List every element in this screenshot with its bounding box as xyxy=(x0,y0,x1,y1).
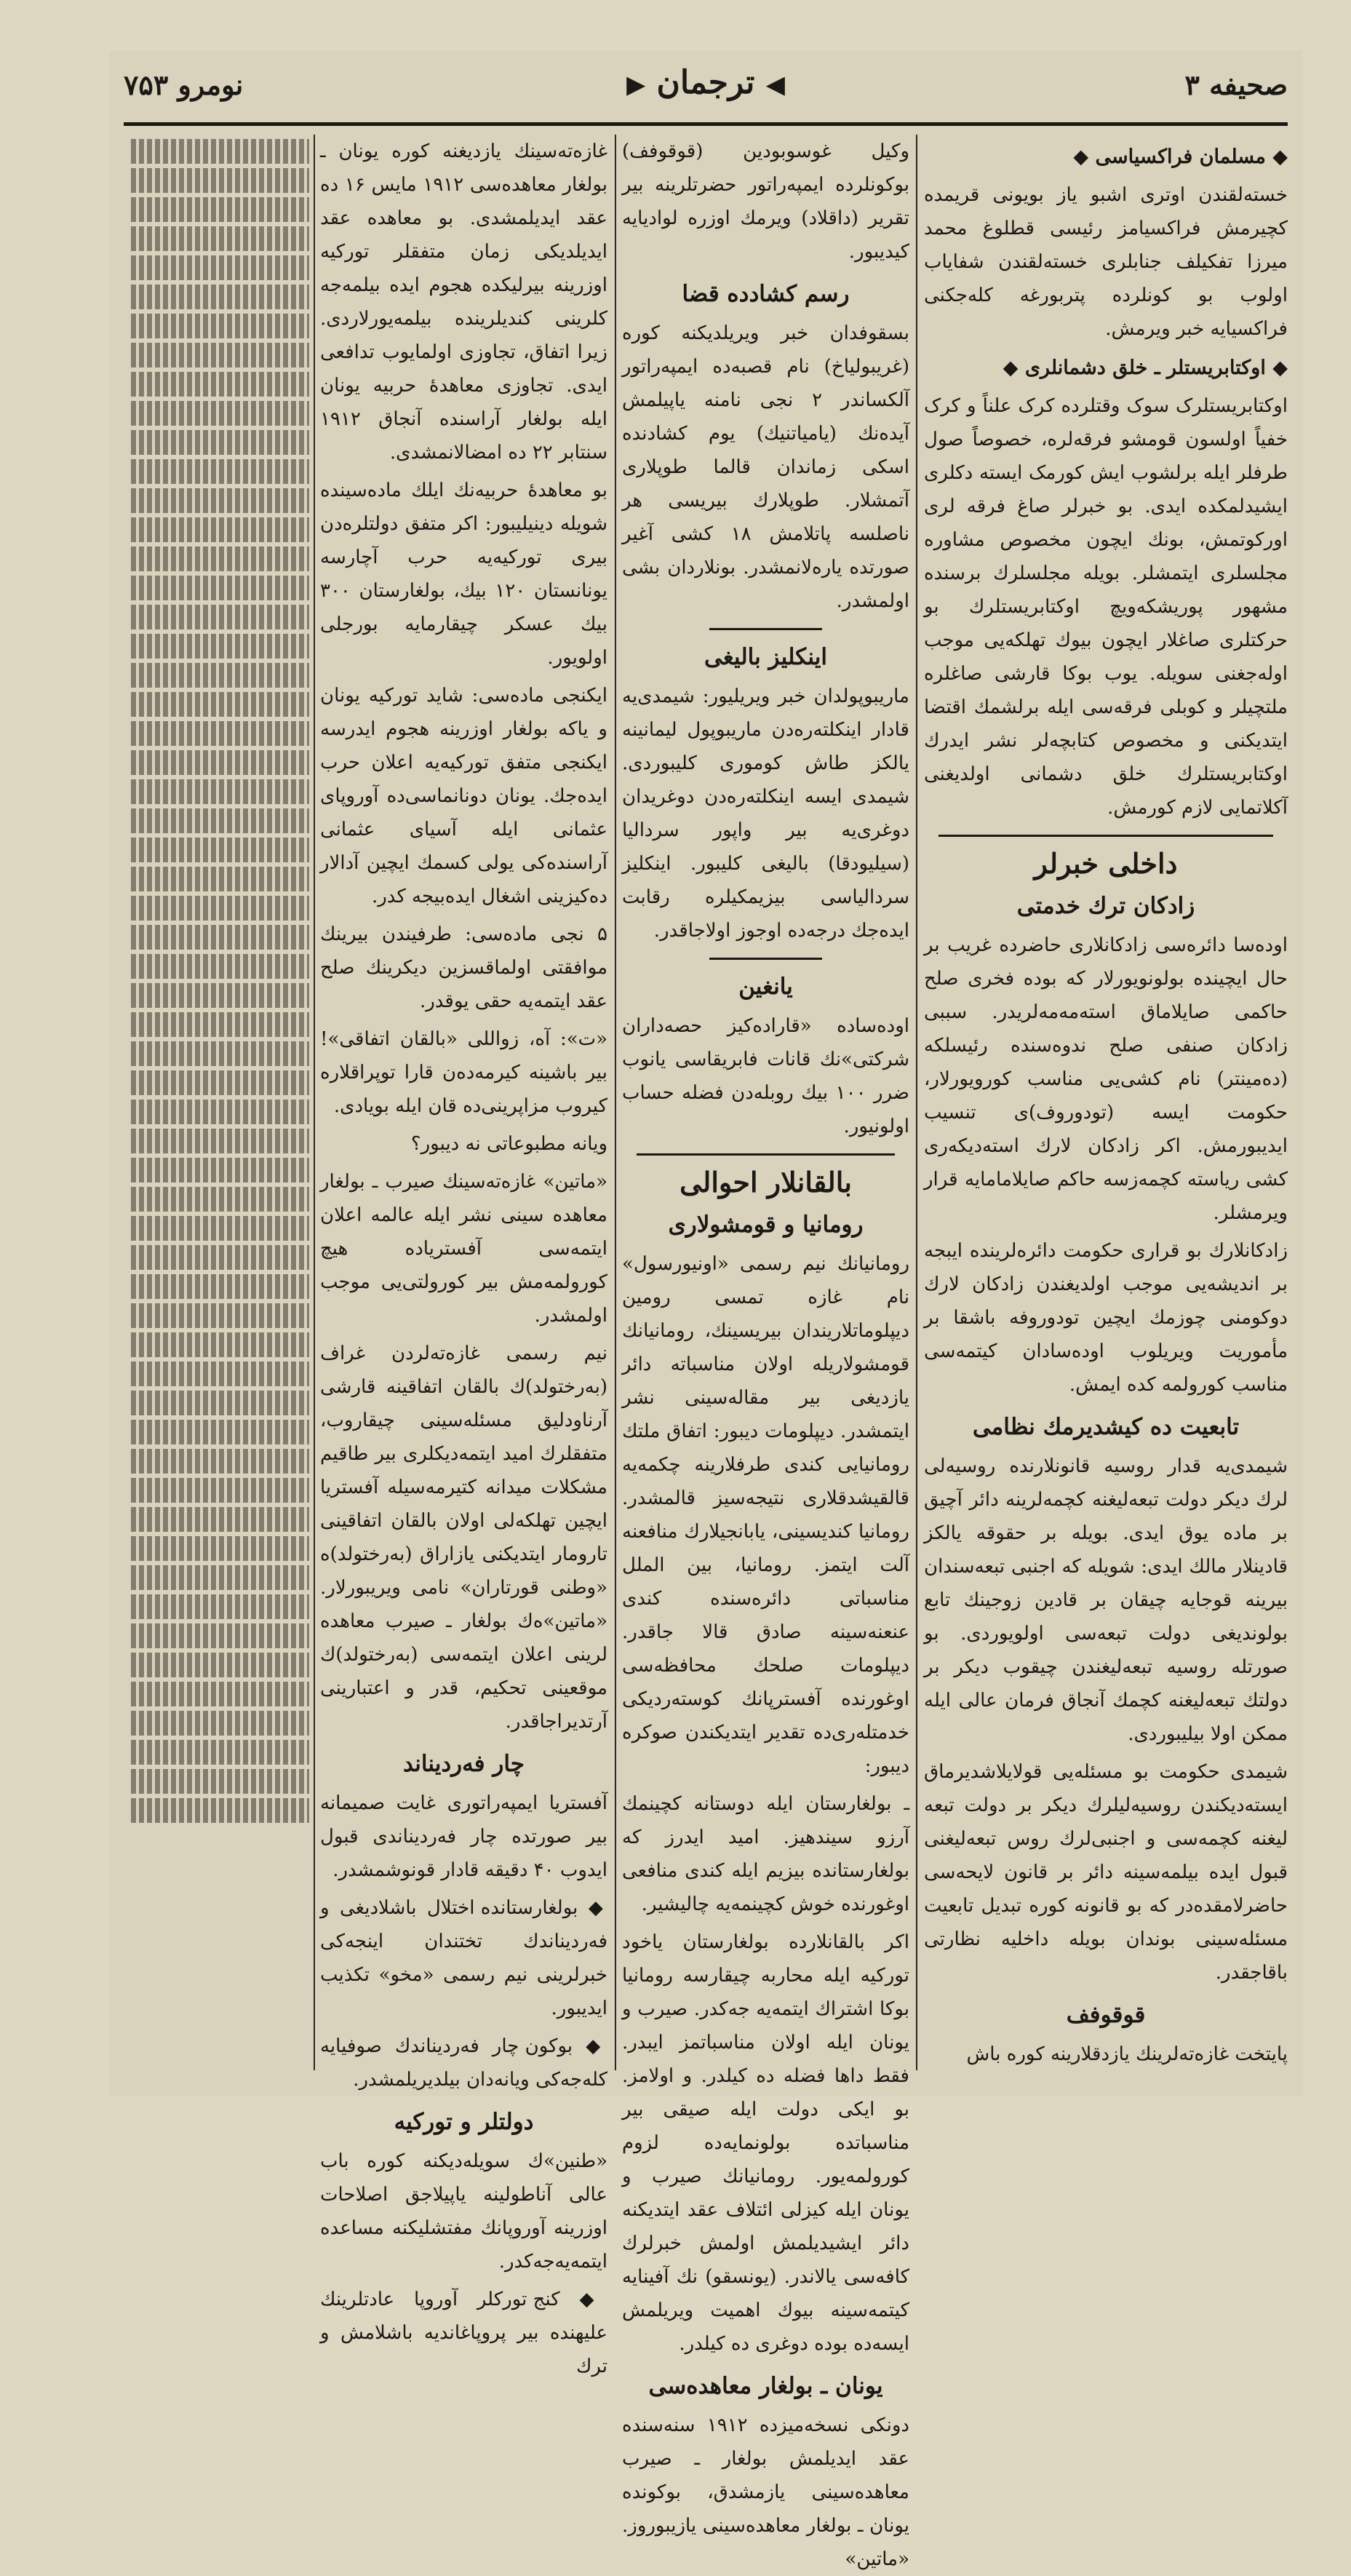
illegible-line xyxy=(131,168,309,193)
paragraph: نیم رسمی غازه‌ته‌لردن غراف (بەرختولد)ك بالقان اتفاقینه قارشی آرناودلیق مسئله‌سینی چیقاروب، متفقلرك امید ایتمه‌دیکلری بیر طاقیم مشکلات میدانه کتیرمه‌سیله آفستریا ایچین تهلکه‌لی اولان بالقان اتفاقینی تارومار ایتدیکنی یازاراق (بەرختولد)ه «وطنی قورتاران» نامی ویریبورلار. «ماتین»ه‌ك بولغار ـ صیرب معاهده‌ لرینی اعلان ایتمه‌سی (بەرختولد)ك موقعینی تحکیم، قدر و اعتبارینی آرتدیراجاقدر. xyxy=(320,1343,607,1733)
illegible-line xyxy=(131,663,309,688)
illegible-line xyxy=(131,314,309,338)
news3-body: اوده‌ساده «قارا‌ده‌کیز حصه‌داران شرکتی»نك قانات فابریقاسی یانوب ضرر ۱۰۰ بیك روبله‌دن فضله حساب اولونیور. xyxy=(622,1015,909,1137)
illegible-line xyxy=(131,1303,309,1328)
illegible-line xyxy=(131,139,309,164)
illegible-line xyxy=(131,546,309,571)
column-rule xyxy=(615,135,616,2070)
illegible-line xyxy=(131,1070,309,1095)
bullet-item: ◆ بوکون چار فەردیناندك صوفیایه کله‌جه‌کی ویانه‌دان بیلدیریلمشدر. xyxy=(320,2035,607,2091)
paragraph: ۵ نجی ماده‌سی: طرفیندن بیرینك موافقتی اولماقسزین دیکرینك صلح عقد ایتمه‌یه حقی یوقدر. xyxy=(320,923,607,1012)
bullet-icon: ◆ xyxy=(559,2289,607,2310)
news2-title: دولتلر و تورکیه xyxy=(394,2109,534,2135)
news4-title: یونان ـ بولغار معاهده‌سی xyxy=(648,2373,883,2399)
illegible-line xyxy=(131,1507,309,1532)
paper-name: ترجمان xyxy=(656,64,755,101)
illegible-line xyxy=(131,1711,309,1736)
illegible-line xyxy=(131,925,309,950)
column-rule xyxy=(916,135,917,2070)
illegible-line xyxy=(131,750,309,775)
paragraph: «ت»: آه، زواللی «بالقان اتفاقی»! بیر باشینه کیرمه‌ده‌ن قارا توپراقلاره کیروب مزاپرینی‌ده قان ایله بویادی. xyxy=(320,1028,607,1117)
header-rule xyxy=(124,122,1288,126)
illegible-line xyxy=(131,1478,309,1503)
section-title-balkans: بالقانلار احوالی xyxy=(680,1166,852,1198)
illegible-line xyxy=(131,838,309,862)
news1-body: بسقوفدان خبر ویریلدیکنه کوره (غریبولیاخ) نام قصبه‌ده ایمپه‌راتور آلکساندر ۲ نجی نامنه یاپیلمش آیده‌نك (یامیاتنیك) یوم کشادنده اسکی زماندان قالما طوپلاری آتمشلار. طوپلارك بیریسی هر ناصلسه پاتلامش ۱۸ کشی آغیر صورتده یاره‌لانمشدر. بونلاردان بشی اولمشدر. xyxy=(622,322,909,612)
bullet-icon: ◆ xyxy=(573,2035,607,2057)
page-header xyxy=(109,64,1302,115)
illegible-line xyxy=(131,867,309,891)
illegible-line xyxy=(131,255,309,280)
illegible-line xyxy=(131,1740,309,1765)
illegible-line xyxy=(131,1420,309,1444)
news2-body: اوکتابریستلرک سوک وقتلرده کرک علناً و کرک خفیاً اولسون قومشو فرقه‌لره، خصوصاً صول طرفلر ایله برلشوب ایش کورمک ایسته دکلری ایشیدلمکده ایدی. بو خبرلر صاغ فرقه لری اورکوتمش، بونك ایچون مخصوص مشاوره مجلسلری ایتمشلر. بویله مجلسلرك برسنده مشهور پوریشکه‌ویچ اوکتابریستلرك بو حرکتلری صاغلار ایچون بیوك تهلکه‌یی موجب اوله‌جغنی سویله. یوب بوکا قارشی صاغلره ملتچیلر و کوبلی فرقه‌سی ایله برلشمك اقتضا ایتدیکنی و مخصوص کتابچه‌لر نشر ایدرك اوکتابریستلرك خلق دشمانی اولدیغنی آکلاتمایی لازم کورمش. xyxy=(924,395,1288,819)
illegible-line xyxy=(131,1245,309,1270)
paragraph: «ماتین» غازه‌ته‌سینك صیرب ـ بولغار معاهده‌ سینی نشر ایله عالمه اعلان ایتمه‌سی آفستریاده هیچ کورولمه‌مش بیر کورولتی‌یی موجب اولمشدر. xyxy=(320,1171,607,1327)
illegible-line xyxy=(131,634,309,659)
bullet-icon: ◆ xyxy=(578,1897,607,1919)
news2-body: «طنین»ك سویله‌دیکنه کوره باب عالی آناطولینه یاپیلاجق اصلاحات اوزرینه آوروپانك مفتشلیکنه مساعده ایتمه‌یه‌جه‌کدر. xyxy=(320,2150,607,2273)
article-body-cont: ـ بولغارستان ایله دوستانه کچینمك آرزو سیندهیز. امید ایدرز که بولغارستانده بیزیم ایله کندی منافعی اوغورنده خوش کچینمه‌یه چالیشیر. xyxy=(622,1793,909,1915)
illegible-line xyxy=(131,983,309,1008)
news1-title: چار فەردیناند xyxy=(403,1751,525,1777)
illegible-line xyxy=(131,1594,309,1619)
divider xyxy=(637,1153,895,1156)
illegible-line xyxy=(131,1187,309,1212)
news4-body: شیمدی‌یه قدار روسیه قانونلارنده روسیه‌لی لرك دیکر دولت تبعه‌لیغنه کچمه‌لرینه دائر آچیق بر ماده یوق ایدی. بویله بر حقوقه یالکز قادینلار مالك ایدی: شویله که اجنبی تبعه‌سندان بیرینه قوجایه چیقان بر قادین زوجینك تابع بولوندیغی دولت تبعه‌سی اولویوردی. بو صورتله روسیه تبعه‌لیغندن چیقوب دیکر بر دولتك تبعه‌لیغنه کچمك آنجاق فرمان عالی ایله ممکن اولا بیلیبوردی. xyxy=(924,1455,1288,1745)
illegible-line xyxy=(131,1682,309,1706)
illegible-line xyxy=(131,1332,309,1357)
illegible-line xyxy=(131,459,309,484)
news3-title: یانغین xyxy=(738,974,793,1000)
illegible-line xyxy=(131,430,309,455)
illegible-line xyxy=(131,721,309,746)
news5-title: قوقوفف xyxy=(1066,2002,1146,2028)
illegible-line xyxy=(131,1565,309,1590)
illegible-line xyxy=(131,1129,309,1153)
ornament-right-icon: ▶ xyxy=(626,70,646,100)
news2-body: ماریبوپولدان خبر ویریلیور: شیمدی‌یه قادار اینکلته‌ره‌دن ماریبوپول لیمانینه یالکز طاش کوموری کلیبوردی. شیمدی ایسه اینکلته‌ره‌دن دوغریدان دوغری‌یه بیر واپور سردالیا (سیلیودقا) بالیغی کلیبور. اینکلیز سردالیاسی بیزیمکیلره رقابت ایده‌جك درجه‌ده اوجوز اولاجاقدر. xyxy=(622,685,909,942)
intro-text: وکیل غوسوبودین (قوقوفف) بوکونلرده ایمپه‌راتور حضرتلرینه بیر تقریر (داقلاد) ویرمك اوزره لوادیایه کیدیبور. xyxy=(622,140,909,263)
news1-body: آفستریا ایمپەراتوری غایت صمیمانه بیر صورتده چار فەردیناندی قبول ایدوب ۴۰ دقیقه قادار قونوشمشدر. xyxy=(320,1792,607,1881)
issue-number: نومرو ۷۵۳ xyxy=(124,68,244,101)
news3-body: اوده‌سا دائره‌سی زادکانلاری حاضرده غریب بر حال ایچینده بولونویورلار که بوده فخری صلح حاکمی صایلاماق استه‌مه‌مه‌لریدر. سببی زادکان صنفی صلح ندوه‌سنده رئیسلکه (ده‌مینتر) نام کشی‌یی مناسب کورویورلار، حکومت ایسه (تودوروف)ی تنسیب ایدیبورمش. اکر زادکان لارك استه‌دیکه‌ری کشی ریاسته کچمه‌زسه حاکم صایلامامایه قرار ویرمشلر. xyxy=(924,934,1288,1224)
illegible-line xyxy=(131,343,309,367)
column-2 xyxy=(622,135,909,2570)
sub-title: رومانیا و قومشولاری xyxy=(668,1212,864,1238)
illegible-line xyxy=(131,1100,309,1124)
news1-body: خسته‌لقندن اوتری اشبو یاز بویونی قریمده کچیرمش فراکسیامز رئیسی قطلوغ محمد میرزا تفکیلف جنابلری خسته‌لقندن شفایاب اولوب بو کونلرده پتربورغه کله‌جکنی فراکسیایه خبر ویرمش. xyxy=(924,184,1288,340)
page-number: صحیفه ۳ xyxy=(1184,68,1288,101)
article-body: رومانیانك نیم رسمی «اونیورسول» نام غازه تمسی رومین دیپلوماتلاریندان بیریسینك، رومانیانك قومشولاریله اولان مناسباته دائر یازدیغی بیر مقاله‌سینی نشر ایتمشدر. دیپلومات دیبور: اتفاق ملتك رومانیایی کندی طرفلارینه چکمه‌یه قالقیشدقلاری نتیجه‌سیز قالمشدر. رومانیا کندیسینی، یابانجیلارك منافعنه آلت ایتمز. رومانیا، بین الملل مناسباتی دائره‌سنده کندی عنعنه‌سینه صادق قالا جاقدر. دیپلومات صلحك محافظه‌سی اوغورنده آفسترپانك کوسته‌ردیکی خدمتله‌ری‌ده تقدیر ایتدیکندن صوکره دیبور: xyxy=(622,1253,909,1777)
illegible-line xyxy=(131,517,309,542)
column-rule xyxy=(314,135,315,2070)
illegible-line xyxy=(131,576,309,600)
illegible-line xyxy=(131,1536,309,1561)
illegible-line xyxy=(131,1361,309,1386)
divider xyxy=(709,958,822,960)
news3-title: زادکان ترك خدمتی xyxy=(1016,893,1195,919)
column-1 xyxy=(924,135,1288,2070)
news4-body: دونکی نسخه‌میزده ۱۹۱۲ سنه‌سنده عقد ایدیلمش بولغار ـ صیرب معاهده‌سینی یازمشدق، بوکونده یونان ـ بولغار معاهده‌سینی یازیبوروز. «ماتین» xyxy=(622,2414,909,2570)
section-title-domestic: داخلی خبرلر xyxy=(1034,847,1178,880)
paragraph: بو معاهدهٔ حربیه‌نك ایلك ماده‌سینده شویله دینیلیبور: اکر متفق دولتلره‌دن بیری تورکیه‌یه حرب آچارسه یونانستان ۱۲۰ بیك، بولغارستان ۳۰۰ بیك عسکر چیقارمایه بورجلی اولویور. xyxy=(320,480,608,669)
illegible-line xyxy=(131,1449,309,1474)
paragraph: ایکنجی ماده‌سی: شاید تورکیه یونان و یاکه بولغار اوزرینه هجوم ایدرسه ایکنجی متفق تورکیه‌یه اعلان حرب ایده‌جك. یونان دونانماسی‌ده آوروپای عثمانی ایله آسیای عثمانی آراسنده‌کی یولی کسمك ایچین آدالار ده‌کیزینی اشغال ایده‌بیجه کدر. xyxy=(320,685,607,907)
illegible-line xyxy=(131,1216,309,1241)
illegible-line xyxy=(131,1623,309,1648)
bullet-item: ◆ بولغارستانده اختلال باشلادیغی و فەردیناندك تختندان اینجه‌کی خبرلرینی نیم رسمی «مخو» تکذیب ایدیبور. xyxy=(320,1897,607,2019)
illegible-line xyxy=(131,372,309,397)
news4-title: تابعیت ده کیشدیرمك نظامی xyxy=(972,1414,1240,1440)
news5-body: پایتخت غازه‌ته‌لرینك یازدقلارینه کوره باش xyxy=(966,2043,1288,2065)
bullet-item: ◆ کنج تورکلر آوروپا عادتلرینك علیهنده بیر پروپاغاندیه باشلامش و ترك xyxy=(320,2289,607,2377)
news1-title: رسم کشادده قضا xyxy=(682,281,850,307)
news1-title: ◆ مسلمان فراکسیاسی ◆ xyxy=(1073,146,1288,168)
illegible-line xyxy=(131,1041,309,1066)
news2-title: اینکلیز بالیغی xyxy=(704,644,827,670)
column-4 xyxy=(131,135,309,2070)
illegible-line xyxy=(131,1769,309,1794)
illegible-line xyxy=(131,401,309,426)
illegible-line xyxy=(131,285,309,309)
illegible-line xyxy=(131,1158,309,1182)
illegible-line xyxy=(131,954,309,979)
illegible-line xyxy=(131,1274,309,1299)
column-3 xyxy=(320,135,608,2377)
illegible-line xyxy=(131,488,309,513)
intro-text: غازه‌ته‌سینك یازدیغنه کوره یونان ـ بولغار معاهده‌سی ۱۹۱۲ مایس ۱۶ ده عقد ایدیلمشدی. بو معاهده عقد ایدیلدیکی زمان متفقلر تورکیه اوزرینه بیرلیکده هجوم ایده بیلمه‌جه کلرینی کندیلرینده بیلمه‌یورلاردی. زیرا اتفاق، تجاوزی اولمایوب تدافعی ایدی. تجاوزی معاهدهٔ حربیه یونان ایله بولغار آراسنده آنجاق ۱۹۱۲ سنتابر ۲۲ ده امضالانمشدی. xyxy=(320,140,608,464)
article-body-cont: اکر بالقانلارده بولغارستان یاخود تورکیه ایله محاربه چیقارسه رومانیا بوکا اشتراك ایتمه‌یه جه‌کدر. صیرب و یونان ایله اولان مناسباتمز ایبدر. فقط داها فضله ده کیلدر. و اولامز. بو ایکی دولت ایله صیقی بیر مناسباتده بولونمایه‌ده لزوم کورولمه‌یور. رومانیانك صیرب و یونان ایله کیزلی ائتلاف عقد ایتدیکنه دائر ایشیدیلمش اولمش خبرلرك کافه‌سی یالاندر. (یونسقو) نك آفینایه کیتمه‌سینه بیوك اهمیت ویریلمش ایسه‌ده بوده دوغری ده کیلدر. xyxy=(622,1931,909,2355)
illegible-line xyxy=(131,226,309,251)
illegible-line xyxy=(131,692,309,717)
news4-body-cont: شیمدی حکومت بو مسئله‌یی قولایلاشدیرماق ایسته‌دیکندن روسیه‌لیلرك دیکر بر دولت تبعه لیغنه کچمه‌سی و اجنبی‌لرك روس تبعه‌لیغنی قبول ایده بیلمه‌سینه دائر بر قانون لایحه‌سی حاضرلامقده‌در که بو قانونه کوره تبدیل تابعیت مسئله‌سینی بوندان بویله داخلیه نظارتی باقاجقدر. xyxy=(924,1761,1288,1984)
illegible-line xyxy=(131,1391,309,1415)
illegible-line xyxy=(131,1653,309,1677)
illegible-line xyxy=(131,605,309,629)
illegible-line xyxy=(131,1012,309,1037)
illegible-line xyxy=(131,808,309,833)
divider xyxy=(938,835,1273,837)
news2-title: ◆ اوکتابریستلر ـ خلق دشمانلری ◆ xyxy=(1003,357,1288,379)
illegible-line xyxy=(131,1798,309,1823)
illegible-line xyxy=(131,197,309,222)
illegible-line xyxy=(131,779,309,804)
masthead xyxy=(109,64,1302,101)
paragraph: ویانه مطبوعاتی نه دیبور؟ xyxy=(410,1133,607,1155)
ornament-left-icon: ◀ xyxy=(765,70,785,100)
illegible-line xyxy=(131,896,309,921)
news3-body-cont: زادکانلارك بو قراری حکومت دائره‌لرینده ایبجه بر اندیشه‌یی موجب اولدیغندن زادکان لارك دوکومنی چوزمك ایچین تودوروفه باشقا بر مأموریت ویریلوب اوده‌سادان کیتمه‌سی مناسب کورولمه کده ایمش. xyxy=(924,1240,1288,1396)
divider xyxy=(709,628,822,630)
